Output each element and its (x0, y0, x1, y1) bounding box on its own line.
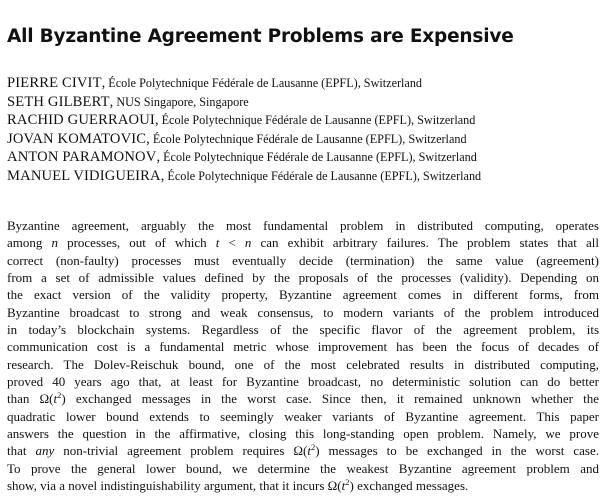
author-name: JOVAN KOMATOVIC (7, 130, 147, 147)
author-name: MANUEL VIDIGUEIRA (7, 167, 161, 184)
author-affiliation: École Polytechnique Fédérale de Lausanne (EPFL), Switzerland (163, 150, 477, 164)
math-italic: t (341, 478, 346, 494)
abstract-line: Byzantine agreement, arguably the most fundamental problem in distributed computing, operates (7, 218, 599, 233)
author-entry (7, 74, 481, 93)
author-name: ANTON PARAMONOV (7, 149, 157, 165)
author-entry (7, 93, 481, 112)
author-name: RACHID GUERRAOUI (7, 112, 155, 128)
abstract-line: research. The Dolev-Reischuk bound, one of the most celebrated results in distributed computing, (7, 356, 599, 372)
abstract-line: communication cost is a fundamental metric whose improvement has been the focus of decades of (7, 339, 599, 355)
math-italic: t (307, 443, 311, 459)
abstract-line: quadratic lower bound extends to seemingly weaker variants of Byzantine agreement. This paper (7, 408, 599, 424)
abstract-line: correct (non-faulty) processes must eventually decide (termination) the same value (agreement) (7, 252, 599, 268)
abstract-text (7, 217, 599, 495)
author-entry (7, 148, 481, 167)
abstract-line: answers the question in the affirmative, closing this long-standing open problem. Namely, we prove (7, 426, 599, 442)
author-separator: , (146, 130, 150, 147)
abstract-line: To prove the general lower bound, we determine the weakest Byzantine agreement problem and (7, 460, 599, 476)
math-italic: t (53, 391, 58, 407)
author-affiliation: École Polytechnique Fédérale de Lausanne (EPFL), Switzerland (167, 168, 482, 183)
abstract-line: among n processes, out of which t < n can exhibit arbitrary failures. The problem states that all (7, 235, 599, 251)
abstract-line: proved 40 years ago that, at least for Byzantine broadcast, no deterministic solution can do better (7, 374, 599, 390)
author-name: PIERRE CIVIT (7, 75, 102, 91)
author-separator: , (109, 93, 114, 110)
author-entry (7, 111, 481, 130)
abstract-line: show, via a novel indistinguishability argument, that it incurs $\Omega(t^2)$ exchanged messages. (7, 477, 469, 494)
author-affiliation: École Polytechnique Fédérale de Lausanne (EPFL), Switzerland (161, 113, 476, 127)
math-italic: t (215, 235, 220, 251)
author-affiliation: École Polytechnique Fédérale de Lausanne (EPFL), Switzerland (108, 76, 423, 90)
math-superscript: 2 (57, 390, 62, 401)
author-entry (7, 130, 481, 149)
author-entry (7, 167, 481, 186)
author-separator: , (101, 75, 106, 91)
abstract-line: in today’s blockchain systems. Regardless of the specific flavor of the agreement problem, its (7, 322, 599, 338)
math-italic: n (51, 235, 58, 251)
author-list (7, 74, 481, 185)
math-italic: n (244, 235, 252, 251)
abstract-line: Byzantine broadcast to strong and weak consensus, to modern variants of the problem introduced (7, 304, 599, 320)
author-separator: , (160, 167, 165, 184)
author-affiliation: NUS Singapore, Singapore (116, 94, 249, 109)
author-separator: , (156, 149, 161, 165)
abstract-line: from a set of admissible values defined by the proposals of the processes (validity). Depending on (7, 270, 599, 286)
math-superscript: 2 (311, 442, 316, 453)
abstract-line: the exact version of the validity property, Byzantine agreement comes in different forms, from (7, 287, 599, 303)
paper-title: All Byzantine Agreement Problems are Expensive (7, 26, 514, 47)
math-italic: any (35, 443, 55, 459)
abstract-line: than $\Omega(t^2)$ exchanged messages in the worst case. Since then, it remained unknown whether the (7, 390, 599, 407)
math-superscript: 2 (345, 477, 350, 488)
author-affiliation: École Polytechnique Fédérale de Lausanne (EPFL), Switzerland (152, 131, 467, 146)
abstract-line: that any non-trivial agreement problem requires $\Omega(t^2)$ messages to be exchanged in the worst case. (7, 442, 599, 459)
author-separator: , (154, 112, 159, 128)
author-name: SETH GILBERT (7, 93, 110, 110)
